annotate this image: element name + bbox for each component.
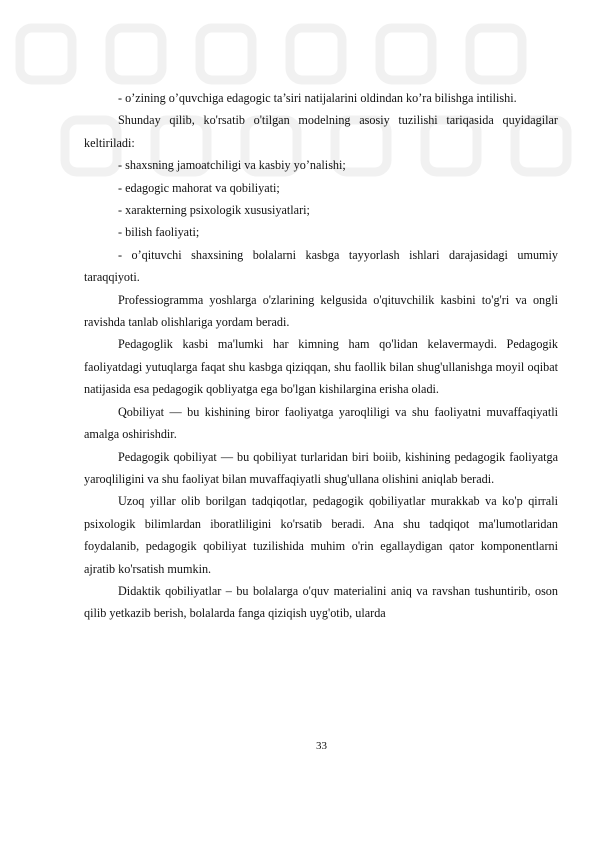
list-item: - xarakterning psixologik xususiyatlari; [118,203,310,218]
paragraph: Pedagogik qobiliyat — bu qobiliyat turlaridan biri boiib, kishining pedagogik faoliyatga yaroqliligini va shu faoliyat bilan muvaffaqiyatli shug'ullana olishini aniqlab beradi. [84,449,558,486]
paragraph: Didaktik qobiliyatlar – bu bolalarga o'quv materialini aniq va ravshan tushuntirib, oson qilib yetkazib berish, bolalarda fanga qiziqish uyg'otib, ularda [84,583,558,621]
paragraph: - o’zining o’quvchiga edagogic ta’siri natijalarini oldindan ko’ra bilishga intilishi. [118,91,517,105]
list-item: - edagogic mahorat va qobiliyati; [118,180,280,195]
list-item: - shaxsning jamoatchiligi va kasbiy yo’nalishi; [118,158,346,173]
paragraph: Qobiliyat — bu kishining biror faoliyatga yaroqliligi va shu faoliyatni muvaffaqiyatli amalga oshirishdir. [84,404,558,442]
list-item: - o’qituvchi shaxsining bolalarni kasbga tayyorlash ishlari darajasidagi umumiy taraqqiyoti. [84,247,558,285]
list-item: - bilish faoliyati; [118,225,200,240]
page-number: 33 [316,740,327,752]
document-body [84,87,558,625]
paragraph: Pedagoglik kasbi ma'lumki har kimning ham qo'lidan kelavermaydi. Pedagogik faoliyatdagi yutuqlarga faqat shu kasbga qiziqqan, shu faollik bilan shug'ullanishga moyil oqibat natijasida esa pedagogik qobliyatga ega bo'lgan kishilargina erisha oladi. [84,337,558,397]
paragraph: Professiogramma yoshlarga o'zlarining kelgusida o'qituvchilik kasbini to'g'ri va ongli ravishda tanlab olishlariga yordam beradi. [84,292,558,330]
paragraph: Shunday qilib, ko'rsatib o'tilgan modelning asosiy tuzilishi tariqasida quyidagilar keltiriladi: [84,113,558,150]
paragraph: Uzoq yillar olib borilgan tadqiqotlar, pedagogik qobiliyatlar murakkab va ko'p qirrali psixologik bilimlardan iboratliligini ko'rsatib beradi. Ana shu tadqiqot ma'lumotlaridan foydalanib, pedagogik qobiliyat tuzilishida muhim o'rin egallaydigan qator komponentlarni ajratib ko'rsatish mumkin. [84,494,558,576]
